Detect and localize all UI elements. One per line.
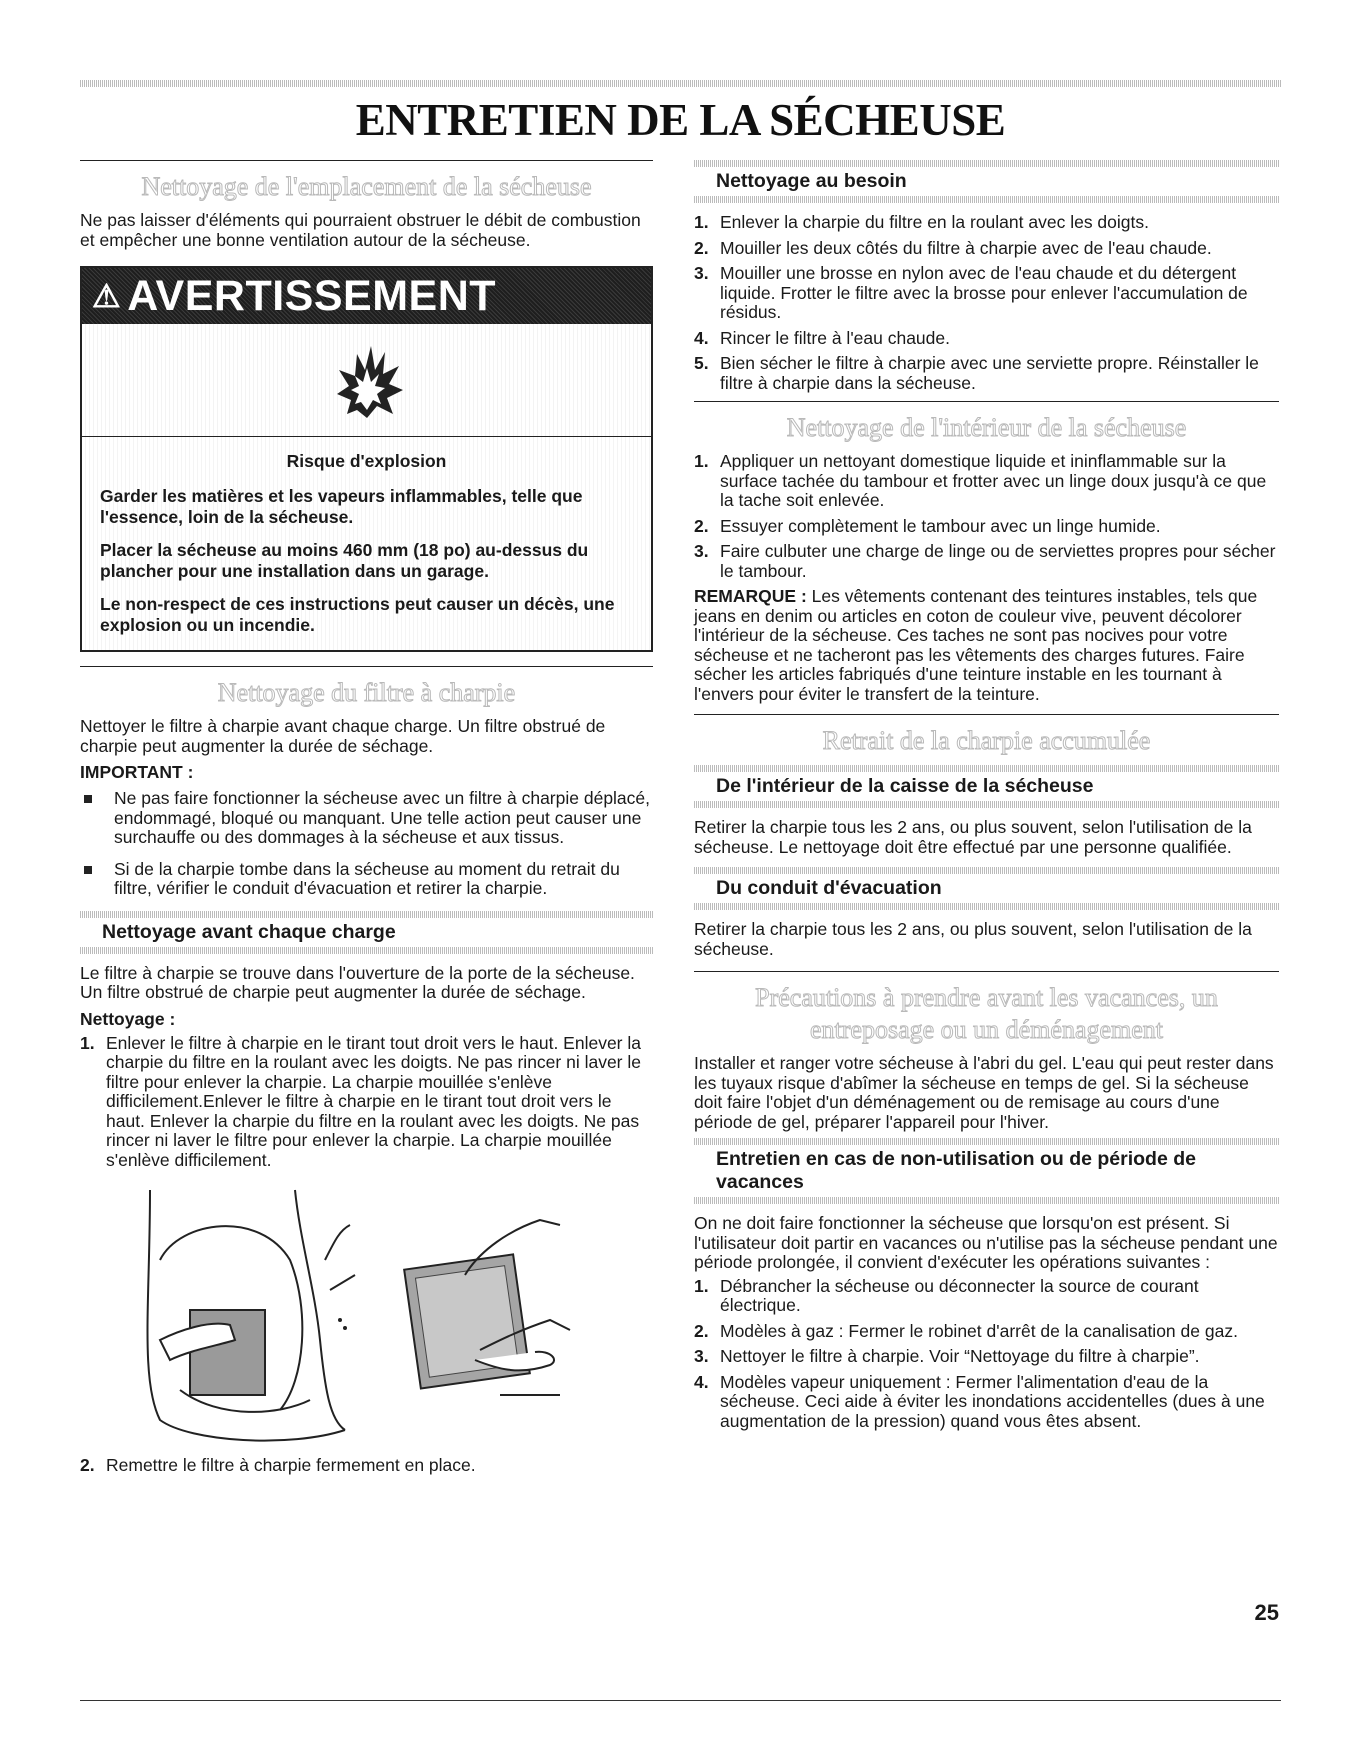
list-item: 1. Enlever la charpie du filtre en la roulant avec les doigts.: [694, 212, 1149, 232]
subheading-block: [694, 765, 1279, 808]
top-decorative-rule: [80, 80, 1281, 87]
nettoyage-steps: [80, 1034, 653, 1171]
subheading-rule: [694, 903, 1279, 910]
vacances-steps: [694, 1277, 1279, 1432]
subheading-caisse: De l'intérieur de la caisse de la sécheuse: [716, 775, 1094, 797]
list-item: 1. Débrancher la sécheuse ou déconnecter la source de courant électrique.: [694, 1275, 1199, 1315]
subheading-rule: [694, 765, 1279, 772]
subheading-rule: [80, 947, 653, 954]
precautions-text: Installer et ranger votre sécheuse à l'abri du gel. L'eau qui peut rester dans les tuyaux risque d'abîmer la sécheuse en temps de gel. Si la sécheuse doit faire l'objet d'un déménagement ou de remisage au cours d'une période de gel, préparer l'appareil pour l'hiver.: [694, 1053, 1274, 1132]
subheading-block: [694, 867, 1279, 910]
list-item: 3. Mouiller une brosse en nylon avec de l'eau chaude et du détergent liquide. Frotter le filtre avec la brosse pour enlever l'accumulation de résidus.: [694, 263, 1248, 322]
explosion-icon: [327, 340, 407, 420]
subheading-rule: [694, 1138, 1279, 1145]
warning-triangle-icon: ⚠: [92, 278, 122, 314]
interieur-steps: [694, 452, 1279, 581]
subheading-conduit: Du conduit d'évacuation: [716, 877, 942, 899]
section-rule: [80, 160, 653, 161]
list-item: 2. Remettre le filtre à charpie fermement en place.: [80, 1455, 476, 1475]
section-heading-emplacement: Nettoyage de l'emplacement de la sécheuse: [141, 172, 592, 201]
important-list: [80, 789, 653, 899]
subheading-rule: [694, 160, 1279, 167]
section-rule: [80, 666, 653, 667]
square-bullet-icon: [84, 795, 92, 803]
list-item: 2. Mouiller les deux côtés du filtre à charpie avec de l'eau chaude.: [694, 237, 1212, 258]
subheading-block: [80, 911, 653, 954]
subheading-avant-charge: Nettoyage avant chaque charge: [102, 920, 396, 943]
list-item: 1. Appliquer un nettoyant domestique liquide et ininflammable sur la surface tachée du tambour et frotter avec un linge doux jusqu'à ce que la tache soit enlevée.: [694, 451, 1267, 510]
subheading-rule: [694, 867, 1279, 874]
subheading-vacances: Entretien en cas de non-utilisation ou de période de vacances: [716, 1148, 1196, 1193]
subheading-rule: [694, 1197, 1279, 1204]
remarque-text: REMARQUE : Les vêtements contenant des teintures instables, tels que jeans en denim ou articles en coton de couleur vive, peuvent décolorer l'intérieur de la sécheuse. Ces taches ne sont pas nocives pour votre sécheuse et ne tacheront pas les vêtements des charges futures. Faire sécher les articles fabriqués d'une teinture instable en les tournant à l'envers pour éviter le transfert de la teinture.: [694, 586, 1258, 704]
list-item: 3. Nettoyer le filtre à charpie. Voir “Nettoyage du filtre à charpie”.: [694, 1346, 1200, 1366]
square-bullet-icon: [84, 866, 92, 874]
list-item: Ne pas faire fonctionner la sécheuse avec un filtre à charpie déplacé, endommagé, bloqué ou manquant. Une telle action peut causer une surchauffe ou des dommages à la sécheuse et aux tissus.: [80, 789, 653, 848]
warning-box: [80, 266, 653, 652]
besoin-steps: [694, 213, 1279, 393]
subheading-block: [694, 160, 1279, 203]
warning-header-label: AVERTISSEMENT: [127, 271, 497, 320]
conduit-text: Retirer la charpie tous les 2 ans, ou plus souvent, selon l'utilisation de la sécheuse.: [694, 919, 1252, 959]
warning-line: Le non-respect de ces instructions peut causer un décès, une explosion ou un incendie.: [100, 594, 615, 635]
remarque-label: REMARQUE :: [694, 586, 807, 606]
warning-line: Garder les matières et les vapeurs inflammables, telle que l'essence, loin de la sécheuse.: [100, 486, 583, 527]
section-rule: [694, 971, 1279, 972]
page-number: 25: [1254, 1600, 1279, 1625]
list-item: 4. Rincer le filtre à l'eau chaude.: [694, 327, 950, 348]
nettoyage-steps-cont: [80, 1456, 653, 1476]
section-heading-interieur: Nettoyage de l'intérieur de la sécheuse: [786, 413, 1187, 442]
section-heading-precautions-cont: entreposage ou un déménagement: [809, 1015, 1164, 1044]
dryer-filter-illustration-icon: [80, 1180, 653, 1450]
list-item: 2. Modèles à gaz : Fermer le robinet d'arrêt de la canalisation de gaz.: [694, 1320, 1238, 1341]
caisse-text: Retirer la charpie tous les 2 ans, ou plus souvent, selon l'utilisation de la sécheuse. Le nettoyage doit être effectué par une personne qualifiée.: [694, 817, 1252, 857]
section-heading-filtre: Nettoyage du filtre à charpie: [217, 678, 516, 707]
list-item: 1. Enlever le filtre à charpie en le tirant tout droit vers le haut. Enlever la charpie du filtre en la roulant avec les doigts. Ne pas rincer ni laver le filtre pour enlever la charpie. La charpie mouillée s'enlève difficilement.Enlever le filtre à charpie en le tirant tout droit vers le haut. Enlever la charpie du filtre en la roulant avec les doigts. Ne pas rincer ni laver le filtre pour enlever la charpie. La charpie mouillée s'enlève difficilement.: [80, 1032, 641, 1170]
subheading-besoin: Nettoyage au besoin: [716, 170, 907, 192]
right-column: [694, 160, 1279, 1437]
section-rule: [694, 714, 1279, 715]
important-label: IMPORTANT :: [80, 762, 194, 782]
avant-charge-text: Le filtre à charpie se trouve dans l'ouverture de la porte de la sécheuse. Un filtre obstrué de charpie peut augmenter la durée de séchage.: [80, 962, 635, 1002]
lint-filter-illustration: [80, 1180, 653, 1450]
warning-title: Risque d'explosion: [286, 451, 447, 471]
subheading-block: [694, 1138, 1279, 1204]
warning-body: [82, 437, 651, 650]
warning-icon-area: [82, 324, 651, 437]
vacances-text: On ne doit faire fonctionner la sécheuse que lorsqu'on est présent. Si l'utilisateur doit partir en vacances ou n'utilise pas la sécheuse pendant une période prolongée, il convient d'exécuter les opérations suivantes :: [694, 1213, 1278, 1272]
list-item: 3. Faire culbuter une charge de linge ou de serviettes propres pour sécher le tambour.: [694, 541, 1276, 581]
section-heading-precautions: Précautions à prendre avant les vacances, un: [755, 983, 1218, 1012]
nettoyage-label: Nettoyage :: [80, 1008, 176, 1029]
list-item: 5. Bien sécher le filtre à charpie avec une serviette propre. Réinstaller le filtre à charpie dans la sécheuse.: [694, 353, 1259, 393]
warning-header: [82, 268, 651, 324]
warning-line: Placer la sécheuse au moins 460 mm (18 po) au-dessus du plancher pour une installation dans un garage.: [100, 540, 589, 581]
subheading-rule: [80, 911, 653, 918]
list-item: Si de la charpie tombe dans la sécheuse au moment du retrait du filtre, vérifier le conduit d'évacuation et retirer la charpie.: [80, 860, 653, 899]
subheading-rule: [694, 801, 1279, 808]
bottom-rule: [80, 1700, 1281, 1701]
subheading-rule: [694, 196, 1279, 203]
left-column: [80, 160, 653, 1482]
page-title: ENTRETIEN DE LA SÉCHEUSE: [355, 95, 1006, 145]
emplacement-text: Ne pas laisser d'éléments qui pourraient obstruer le débit de combustion et empêcher une bonne ventilation autour de la sécheuse.: [80, 210, 641, 250]
section-heading-retrait: Retrait de la charpie accumulée: [822, 726, 1151, 755]
section-rule: [694, 401, 1279, 402]
list-item: 2. Essuyer complètement le tambour avec un linge humide.: [694, 515, 1161, 536]
filtre-text: Nettoyer le filtre à charpie avant chaque charge. Un filtre obstrué de charpie peut augmenter la durée de séchage.: [80, 716, 606, 756]
list-item: 4. Modèles vapeur uniquement : Fermer l'alimentation d'eau de la sécheuse. Ceci aide à éviter les inondations accidentelles (dues à une augmentation de la pression) quand vous êtes absent.: [694, 1371, 1265, 1431]
